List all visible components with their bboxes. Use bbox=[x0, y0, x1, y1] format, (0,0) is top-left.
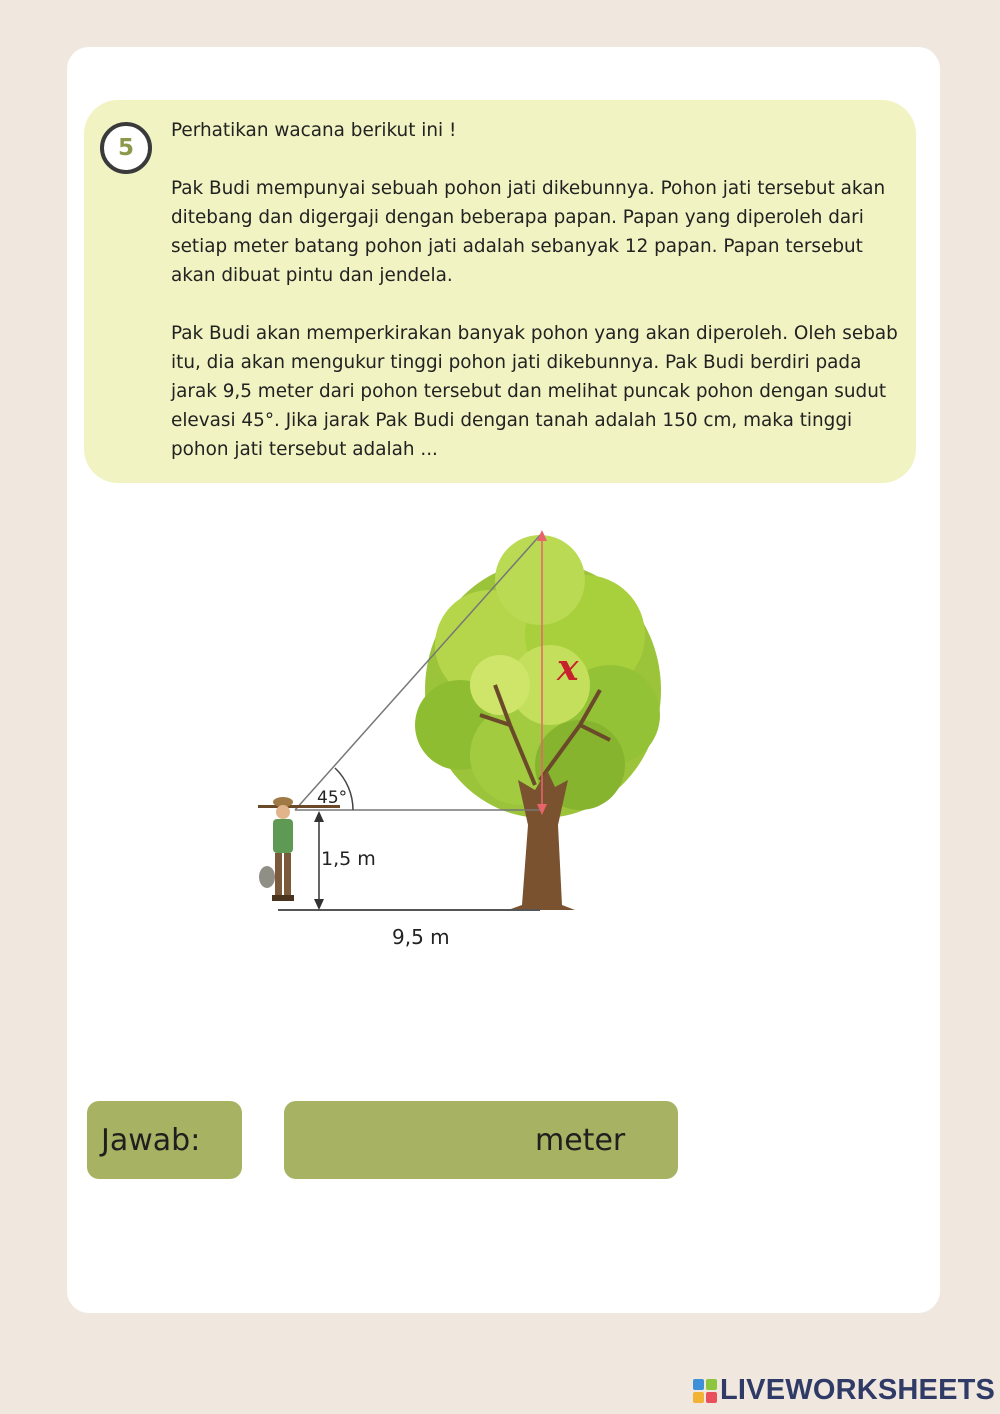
unknown-x-label: x bbox=[557, 647, 579, 689]
distance-label: 9,5 m bbox=[392, 925, 450, 949]
answer-input[interactable] bbox=[296, 1117, 525, 1165]
tree-crown bbox=[415, 535, 661, 818]
answer-label: Jawab: bbox=[87, 1101, 242, 1179]
liveworksheets-logo bbox=[693, 1374, 995, 1407]
question-number: 5 bbox=[100, 122, 152, 174]
angle-label: 45° bbox=[317, 788, 348, 808]
eye-height-label: 1,5 m bbox=[321, 848, 376, 870]
answer-box bbox=[284, 1101, 678, 1179]
question-paragraph-1: Pak Budi mempunyai sebuah pohon jati dikebunnya. Pohon jati tersebut akan ditebang dan digergaji dengan beberapa papan. Papan yang diperoleh dari setiap meter batang pohon jati adalah sebanyak 12 papan. Papan tersebut akan dibuat pintu dan jendela. bbox=[171, 178, 886, 286]
question-paragraph-2: Pak Budi akan memperkirakan banyak pohon yang akan diperoleh. Oleh sebab itu, dia akan mengukur tinggi pohon jati dikebunnya. Pak Budi berdiri pada jarak 9,5 meter dari pohon tersebut dan melihat puncak pohon dengan sudut elevasi 45°. Jika jarak Pak Budi dengan tanah adalah 150 cm, maka tinggi pohon jati tersebut adalah ... bbox=[171, 323, 898, 460]
brand-name: LIVEWORKSHEETS bbox=[720, 1374, 996, 1406]
answer-unit: meter bbox=[535, 1122, 626, 1158]
brand-blocks-icon bbox=[693, 1379, 717, 1403]
question-intro: Perhatikan wacana berikut ini ! bbox=[171, 120, 457, 141]
tree-elevation-diagram bbox=[250, 525, 680, 955]
